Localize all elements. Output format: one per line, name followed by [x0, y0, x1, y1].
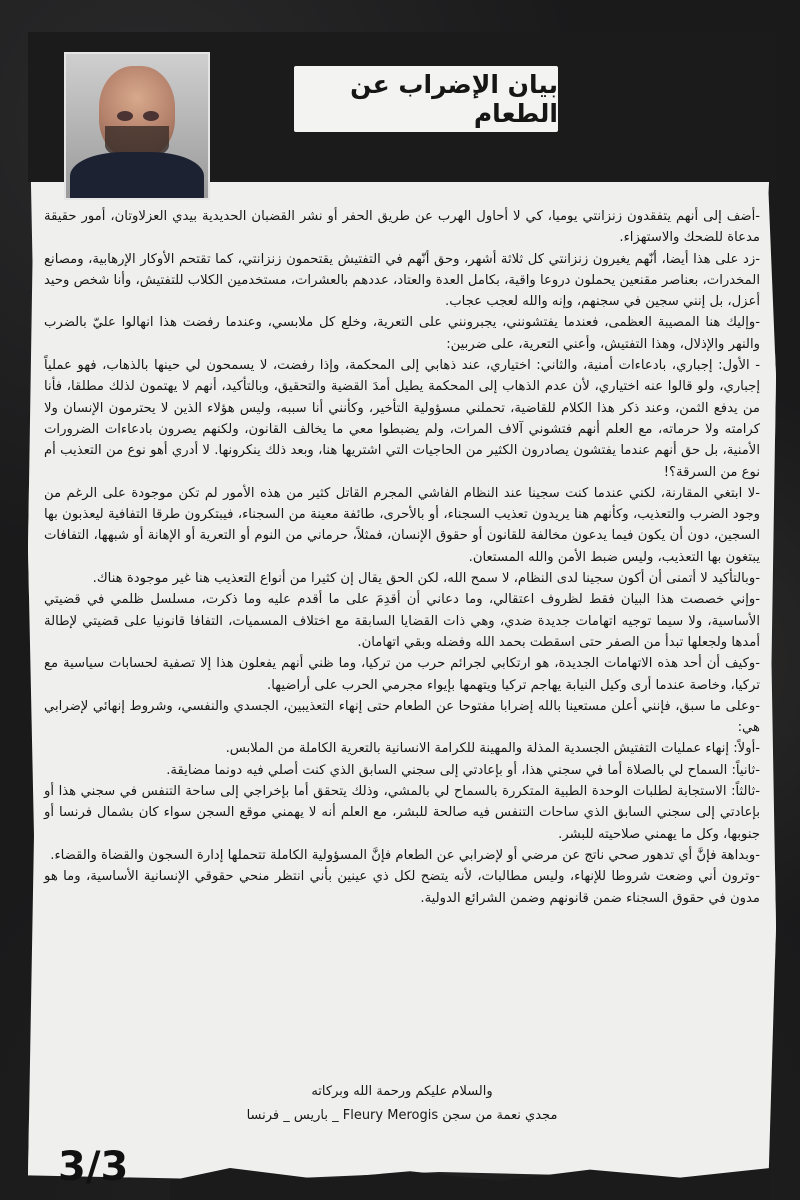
portrait-body: [70, 152, 204, 200]
paragraph: - الأول: إجباري، بادعاءات أمنية، والثاني: اختياري، عند ذهابي إلى المحكمة، وإذا رفضت، لا يسمحون لي حينها بالذهاب، فهو عملياً إجباري، ولو قالوا عنه اختياري، لأن عدم الذهاب إلى المحكمة يطيل أمدَ القضية والتحقيق، وبالتأكيد، أنهم لا يهتمون لذلك مطلقا، فأنا من يدفع الثمن، وعند ذكر هذا الكلام للقاضية، تحملني مسؤولية التأخير، وكأنني أنا سببه، وليس هؤلاء الذين لا يحترمون الإنسان ولا كرامته ولا حرماته، مع العلم أنهم فتشوني آلاف المرات، ولم يضبطوا معي ما يخالف القانون، ولكنهم يصرون بادعاءات الضرورات الأمنية، بل حق أنهم عندما يفتشون يصادرون الكثير من الحاجيات التي اشتريها هنا، وبعد ذلك ينكرونها. لا أدري أهو نوع من التعذيب أم نوع من السرقة؟!: [44, 358, 760, 480]
header-band: [28, 32, 776, 182]
title-box: [294, 66, 558, 132]
closing-greeting: والسلام عليكم ورحمة الله وبركاته: [311, 1084, 493, 1099]
paragraph: -وإني خصصت هذا البيان فقط لظروف اعتقالي، وما دعاني أن أقدِمَ على ما أقدم عليه وما ذكرت، مسلسل ظلمي في قضيتي الأساسية، ولا سيما توجيه اتهامات جديدة ضدي، وهي ذات القضايا السابقة مع اختلاف المسميات، التفافا قانونيا على قضيتي لإطالة أمدها ولجعلها تبدأ من الصفر حتى اسقطت بحمد الله وفضله وبقي اتهامان.: [44, 592, 760, 650]
paragraph: -أضف إلى أنهم يتفقدون زنزانتي يوميا، كي لا أحاول الهرب عن طريق الحفر أو نشر القضبان الحديدية بيدي العزلاوتان، أمور حقيقة مدعاة للضحك والاستهزاء.: [44, 209, 760, 246]
paragraph: -وترون أني وضعت شروطا للإنهاء، وليس مطالبات، لأنه يتضح لكل ذي عينين بأني انتظر منحي حقوقي الإنسانية الأساسية، وما هو مدون في حقوق السجناء ضمن قانونهم وضمن الشرائع الدولية.: [44, 869, 760, 906]
portrait-head: [99, 66, 175, 158]
signoff-block: [44, 1080, 760, 1128]
paragraph: -وإليك هنا المصيبة العظمى، فعندما يفتشونني، يجبرونني على التعرية، وخلع كل ملابسي، وعندما رفضت هذا انهالوا عليّ بالضرب والنهر والإذلال، وهذا التفتيش، وأعني التعرية، على ضربين:: [44, 315, 760, 352]
page-number: 3/3: [58, 1144, 129, 1190]
paragraph: -ثالثاً: الاستجابة لطلبات الوحدة الطبية المتكررة بالسماح لي بالمشي، وذلك يتحقق أما بإخراجي إلى ساحة التنفس في سجني هذا أو بإعادتي إلى سجني السابق الذي ساحات التنفس فيه صالحة للبشر، مع العلم أنه لا يهمني موقع السجن سواء كان بشمال فرنسا أو جنوبها، وكل ما يهمني صلاحيته للبشر.: [44, 784, 760, 842]
portrait-right-eye: [143, 111, 159, 121]
paragraph: -لا ابتغي المقارنة، لكني عندما كنت سجينا عند النظام الفاشي المجرم القاتل كثير من هذه الأمور لم تكن موجودة على الرغم من وجود الضرب والتعذيب، وكأنهم هنا يريدون تعذيب السجناء، أو بالأحرى، طائفة معينة من السجناء، فيبتكرون طرقا التفافية ليعذبون بها السجين، دون أن يكون فيما يدعون مخالفة للقانون أو حقوق الإنسان، فمثلاً، حرماني من النوم أو التعرية أو الإهانة أو شبهها، التفافات يبتغون بها التعذيب، وليس ضبط الأمن والله المستعان.: [44, 485, 760, 565]
portrait-photo: [64, 52, 210, 200]
statement-body: [44, 206, 760, 909]
paragraph: -أولاً: إنهاء عمليات التفتيش الجسدية المذلة والمهينة للكرامة الانسانية بالتعرية الكاملة من الملابس.: [225, 741, 760, 757]
paragraph: -وبالتأكيد لا أتمنى أن أكون سجينا لدى النظام، لا سمح الله، لكن الحق يقال إن كثيرا من أنواع التعذيب هنا غير موجودة هناك.: [92, 571, 760, 587]
paragraph: -زد على هذا أيضا، أنّهم يغيرون زنزانتي كل ثلاثة أشهر، وحق أنّهم في التفتيش يقتحمون زنزانتي، كما تقتحم الأوكار الإرهابية، ومصانع المخدرات، بعناصر مقنعين يحملون دروعا واقية، بكامل العدة والعتاد، عددهم بالعشرات، مستخدمين الكلاب للتفتيش، وأنا شخص وحيد أعزل، بل إنني سجين في سجنهم، وإنه والله لعجب عجاب.: [44, 251, 760, 310]
page-title: بيان الإضراب عن الطعام: [350, 70, 558, 128]
paragraph: -وكيف أن أحد هذه الاتهامات الجديدة، هو ارتكابي لجرائم حرب من تركيا، وما ظني أنهم يفعلون هذا إلا تصفية لحسابات سياسية مع تركيا، وخاصة عندما أرى وكيل النيابة يهاجم تركيا ويتهمها بإيواء مجرمي الحرب على أراضيها.: [44, 656, 760, 693]
signature-line: مجدي نعمة من سجن Fleury Merogis _ باريس _ فرنسا: [246, 1108, 558, 1123]
paragraph: -ثانياً: السماح لي بالصلاة أما في سجني هذا، أو بإعادتي إلى سجني السابق الذي كنت أصلي فيه دونما مضايقة.: [166, 762, 760, 778]
paragraph: -وبداهة فإنَّ أي تدهور صحي ناتج عن مرضي أو لإضرابي عن الطعام فإنَّ المسؤولية الكاملة تتحملها إدارة السجون والقضاة والقضاء.: [50, 847, 760, 863]
portrait-left-eye: [117, 111, 133, 121]
paragraph: -وعلى ما سبق، فإنني أعلن مستعينا بالله إضرابا مفتوحا عن الطعام حتى إنهاء التعذيبين، الجسدي والنفسي، وشروط إنهائي لإضرابي هي:: [44, 698, 760, 736]
